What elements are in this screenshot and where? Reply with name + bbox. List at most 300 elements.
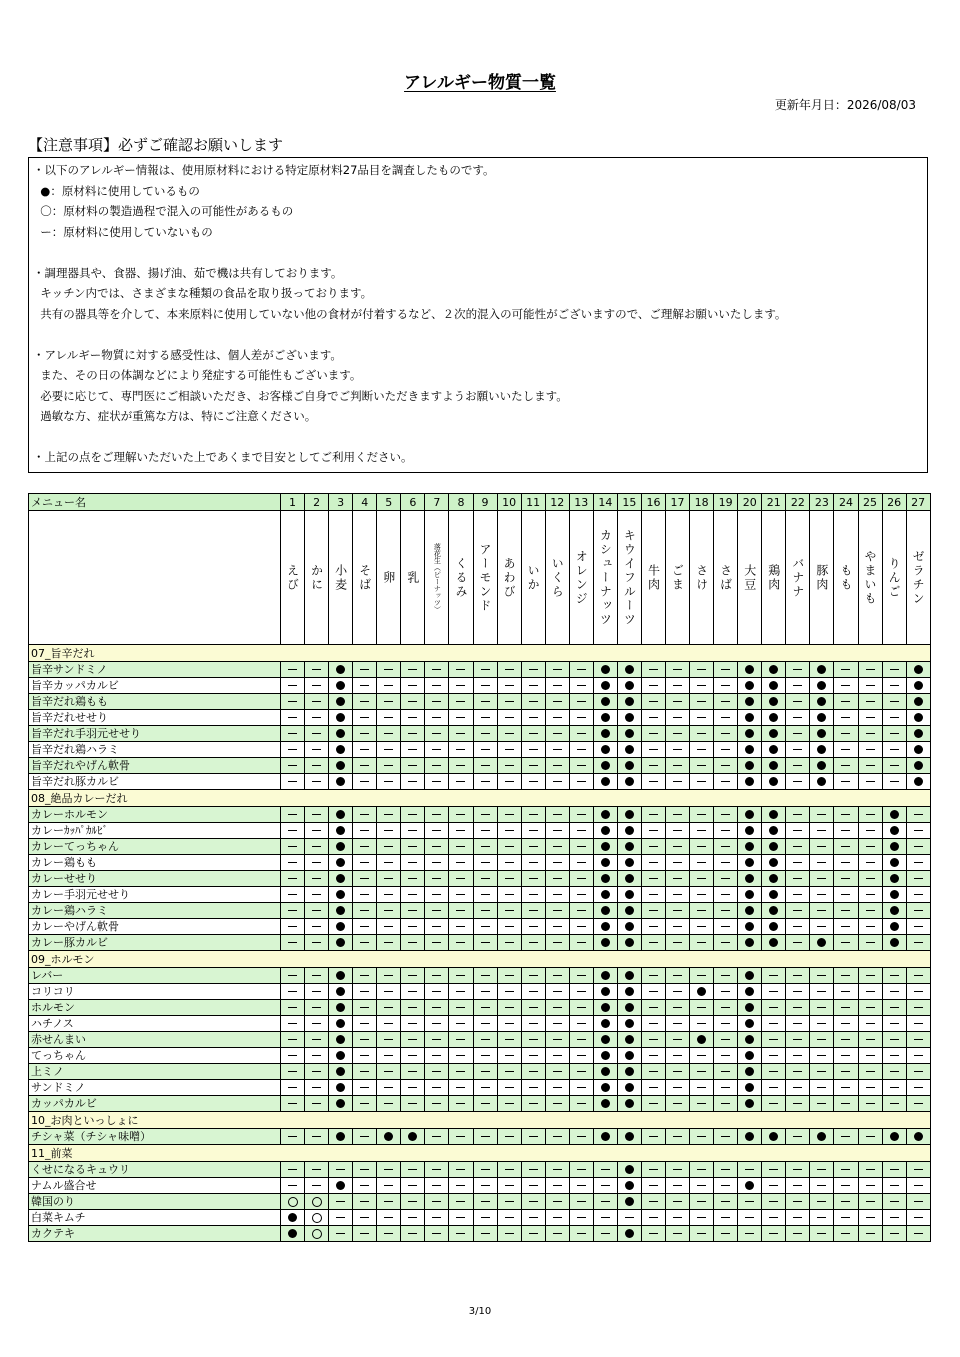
none-mark [312,765,321,766]
allergen-mark-cell [690,726,714,742]
none-mark [697,1233,706,1234]
none-mark [481,1087,490,1088]
none-mark [914,1185,923,1186]
allergen-mark-cell [690,1080,714,1096]
none-mark [577,1103,586,1104]
none-mark [505,1233,514,1234]
allergen-number: 16 [641,494,665,511]
none-mark [890,749,899,750]
used-mark [625,1051,634,1060]
none-mark [577,991,586,992]
allergen-mark-cell [906,1000,930,1016]
allergen-mark-cell [858,935,882,951]
allergen-number: 12 [545,494,569,511]
none-mark [456,1071,465,1072]
none-mark [553,1055,562,1056]
none-mark [673,1103,682,1104]
allergen-mark-cell [738,1162,762,1178]
allergen-number: 20 [738,494,762,511]
allergen-mark-cell [521,694,545,710]
none-mark [866,1087,875,1088]
none-mark [866,733,875,734]
allergen-mark-cell [810,1032,834,1048]
allergen-mark-cell [882,758,906,774]
used-mark [336,906,345,915]
used-mark [336,1067,345,1076]
none-mark [866,765,875,766]
allergen-mark-cell [329,742,353,758]
none-mark [721,701,730,702]
allergen-mark-cell [569,1080,593,1096]
menu-row [29,1000,931,1016]
allergen-mark-cell [401,935,425,951]
none-mark [288,991,297,992]
allergen-mark-cell [666,1000,690,1016]
category-name: 07_旨辛だれ [29,645,931,662]
none-mark [890,733,899,734]
none-mark [914,975,923,976]
allergen-mark-cell [473,823,497,839]
allergen-mark-cell [641,968,665,984]
allergen-mark-cell [906,1210,930,1226]
none-mark [697,717,706,718]
none-mark [529,1007,538,1008]
none-mark [721,1169,730,1170]
allergen-mark-cell [690,823,714,839]
none-mark [312,991,321,992]
used-mark [914,745,923,754]
none-mark [721,975,730,976]
allergen-mark-cell [617,1000,641,1016]
none-mark [841,991,850,992]
none-mark [721,1185,730,1186]
allergen-mark-cell [810,1178,834,1194]
used-mark [384,1132,393,1141]
none-mark [360,878,369,879]
none-mark [769,1039,778,1040]
none-mark [505,846,514,847]
allergen-number: 2 [305,494,329,511]
allergen-mark-cell [329,1096,353,1112]
allergen-mark-cell [834,855,858,871]
none-mark [312,1136,321,1137]
allergen-mark-cell [545,678,569,694]
none-mark [384,1103,393,1104]
allergen-mark-cell [377,1016,401,1032]
none-mark [432,701,441,702]
allergen-mark-cell [617,662,641,678]
none-mark [529,733,538,734]
allergen-mark-cell [353,662,377,678]
none-mark [553,781,562,782]
none-mark [721,1217,730,1218]
none-mark [841,846,850,847]
none-mark [697,830,706,831]
allergen-mark-cell [810,694,834,710]
allergen-mark-cell [377,758,401,774]
allergen-mark-cell [353,710,377,726]
none-mark [481,830,490,831]
menu-row [29,726,931,742]
allergen-mark-cell [593,807,617,823]
none-mark [288,749,297,750]
allergen-mark-cell [690,968,714,984]
allergen-mark-cell [281,919,305,935]
none-mark [769,1103,778,1104]
allergen-mark-cell [834,984,858,1000]
none-mark [456,669,465,670]
none-mark [649,765,658,766]
allergen-mark-cell [305,903,329,919]
none-mark [360,975,369,976]
allergen-mark-cell [786,1032,810,1048]
allergen-mark-cell [569,855,593,871]
none-mark [697,765,706,766]
none-mark [384,1071,393,1072]
used-mark [625,922,634,931]
allergen-mark-cell [666,1064,690,1080]
allergen-mark-cell [545,1048,569,1064]
none-mark [384,1233,393,1234]
allergen-mark-cell [281,984,305,1000]
allergen-mark-cell [617,1129,641,1145]
none-mark [456,975,465,976]
none-mark [817,1007,826,1008]
none-mark [577,1007,586,1008]
none-mark [914,1201,923,1202]
allergen-mark-cell [305,694,329,710]
allergen-mark-cell [545,1194,569,1210]
used-mark [336,777,345,786]
none-mark [288,1087,297,1088]
none-mark [288,1055,297,1056]
notice-line: 共有の器具等を介して、本来原料に使用していない他の食材が付着するなど、２次的混入の可能性がございますので、ご理解お願いいたします。 [33,306,787,321]
used-mark [745,922,754,931]
allergen-mark-cell [329,1178,353,1194]
none-mark [697,701,706,702]
used-mark [601,826,610,835]
allergen-mark-cell [593,678,617,694]
allergen-mark-cell [449,1194,473,1210]
none-mark [432,733,441,734]
none-mark [817,1103,826,1104]
allergen-mark-cell [786,823,810,839]
allergen-mark-cell [521,839,545,855]
notice-line: ・上記の点をご理解いただいた上であくまで目安としてご利用ください。 [33,450,413,464]
allergen-mark-cell [401,919,425,935]
allergen-mark-cell [449,758,473,774]
allergen-mark-cell [473,1226,497,1242]
allergen-mark-cell [593,742,617,758]
used-mark [601,938,610,947]
allergen-mark-cell [497,710,521,726]
allergen-name: アーモンド [478,542,493,613]
used-mark [601,1132,610,1141]
allergen-mark-cell [834,1226,858,1242]
allergen-name: ゼラチン [911,549,926,606]
allergen-mark-cell [401,984,425,1000]
allergen-mark-cell [353,1064,377,1080]
allergen-mark-cell [617,758,641,774]
used-mark [601,665,610,674]
used-mark [769,826,778,835]
used-mark [601,697,610,706]
allergen-mark-cell [858,839,882,855]
none-mark [890,1233,899,1234]
allergen-mark-cell [497,678,521,694]
none-mark [432,878,441,879]
allergen-mark-cell [569,1000,593,1016]
none-mark [408,814,417,815]
allergen-mark-cell [762,887,786,903]
none-mark [312,878,321,879]
allergen-mark-cell [882,887,906,903]
allergen-mark-cell [473,984,497,1000]
allergen-name: 豚肉 [814,563,829,592]
none-mark [384,991,393,992]
allergen-mark-cell [281,823,305,839]
allergen-mark-cell [329,662,353,678]
allergen-mark-cell [593,1048,617,1064]
page-number: 3/10 [468,1306,492,1317]
allergen-mark-cell [858,774,882,790]
none-mark [649,1233,658,1234]
none-mark [288,733,297,734]
none-mark [312,685,321,686]
notice-line: キッチン内では、さまざまな種類の食品を取り扱っております。 [33,286,373,300]
none-mark [577,1233,586,1234]
allergen-mark-cell [545,726,569,742]
allergen-mark-cell [786,984,810,1000]
allergen-mark-cell [810,726,834,742]
allergen-name-cell [906,511,930,645]
menu-item-name: 韓国のり [29,1194,281,1210]
allergen-mark-cell [738,1194,762,1210]
allergen-name-cell [569,511,593,645]
allergen-mark-cell [569,1162,593,1178]
used-mark [769,745,778,754]
none-mark [312,733,321,734]
allergen-mark-cell [810,1064,834,1080]
allergen-mark-cell [497,1162,521,1178]
allergen-mark-cell [425,807,449,823]
none-mark [721,1201,730,1202]
allergen-mark-cell [762,1210,786,1226]
allergen-mark-cell [906,887,930,903]
allergen-mark-cell [569,710,593,726]
none-mark [432,1185,441,1186]
allergen-mark-cell [353,1194,377,1210]
none-mark [505,926,514,927]
used-mark [601,713,610,722]
none-mark [481,1023,490,1024]
allergen-mark-cell [281,1064,305,1080]
used-mark [625,1181,634,1190]
allergen-mark-cell [521,887,545,903]
used-mark [336,874,345,883]
allergen-mark-cell [666,1226,690,1242]
allergen-mark-cell [449,726,473,742]
menu-item-name: ナムル盛合せ [29,1178,281,1194]
allergen-mark-cell [329,871,353,887]
allergen-mark-cell [714,1129,738,1145]
allergen-mark-cell [545,662,569,678]
allergen-mark-cell [449,935,473,951]
allergen-mark-cell [714,935,738,951]
none-mark [697,814,706,815]
allergen-name-cell [690,511,714,645]
used-mark [745,1181,754,1190]
used-mark [745,697,754,706]
none-mark [673,685,682,686]
allergen-mark-cell [666,1096,690,1112]
none-mark [288,669,297,670]
none-mark [529,814,538,815]
none-mark [866,1023,875,1024]
none-mark [721,926,730,927]
none-mark [673,1185,682,1186]
none-mark [481,814,490,815]
used-mark [769,874,778,883]
allergen-number: 6 [401,494,425,511]
allergen-mark-cell [714,710,738,726]
allergen-mark-cell [497,871,521,887]
none-mark [384,685,393,686]
none-mark [481,878,490,879]
allergen-mark-cell [305,807,329,823]
none-mark [360,1201,369,1202]
allergen-mark-cell [425,1000,449,1016]
allergen-mark-cell [449,903,473,919]
allergen-mark-cell [593,903,617,919]
allergen-mark-cell [425,1016,449,1032]
none-mark [817,1233,826,1234]
none-mark [649,1201,658,1202]
allergen-mark-cell [906,968,930,984]
allergen-mark-cell [473,710,497,726]
none-mark [673,975,682,976]
allergen-mark-cell [762,807,786,823]
none-mark [553,1023,562,1024]
allergen-mark-cell [641,1096,665,1112]
none-mark [288,765,297,766]
none-mark [769,991,778,992]
allergen-mark-cell [834,1048,858,1064]
used-mark [745,1099,754,1108]
allergen-mark-cell [617,1194,641,1210]
notice-line: ー：原材料に使用していないもの [33,224,213,239]
allergen-mark-cell [569,1064,593,1080]
none-mark [866,830,875,831]
none-mark [288,910,297,911]
used-mark [769,842,778,851]
none-mark [673,1023,682,1024]
allergen-mark-cell [449,1226,473,1242]
none-mark [432,1055,441,1056]
allergen-mark-cell [738,1064,762,1080]
allergen-mark-cell [449,1032,473,1048]
none-mark [649,685,658,686]
allergen-mark-cell [762,662,786,678]
allergen-mark-cell [449,694,473,710]
allergen-mark-cell [305,968,329,984]
menu-item-name: 旨辛だれ豚カルビ [29,774,281,790]
allergen-name-cell [666,511,690,645]
used-mark [336,1099,345,1108]
used-mark [769,729,778,738]
allergen-mark-cell [281,726,305,742]
allergen-mark-cell [401,1016,425,1032]
allergen-mark-cell [353,839,377,855]
allergen-mark-cell [305,1194,329,1210]
none-mark [914,830,923,831]
none-mark [553,701,562,702]
none-mark [529,717,538,718]
used-mark [601,971,610,980]
none-mark [312,975,321,976]
none-mark [529,1103,538,1104]
none-mark [553,1103,562,1104]
none-mark [360,1087,369,1088]
used-mark [817,713,826,722]
none-mark [288,701,297,702]
used-mark [601,842,610,851]
allergen-mark-cell [569,1129,593,1145]
none-mark [408,1217,417,1218]
allergen-mark-cell [569,742,593,758]
used-mark [336,922,345,931]
menu-item-name: 白菜キムチ [29,1210,281,1226]
menu-item-name: カレー鶏もも [29,855,281,871]
allergen-mark-cell [473,1000,497,1016]
none-mark [384,1007,393,1008]
menu-row [29,1096,931,1112]
none-mark [793,1136,802,1137]
allergen-mark-cell [281,871,305,887]
allergen-mark-cell [305,662,329,678]
allergen-mark-cell [690,694,714,710]
none-mark [384,749,393,750]
used-mark [817,729,826,738]
allergen-mark-cell [353,1162,377,1178]
none-mark [312,1023,321,1024]
allergen-mark-cell [882,871,906,887]
allergen-mark-cell [281,742,305,758]
allergen-mark-cell [834,1162,858,1178]
none-mark [481,1217,490,1218]
menu-item-name: 上ミノ [29,1064,281,1080]
none-mark [553,1136,562,1137]
none-mark [577,910,586,911]
used-mark [817,938,826,947]
allergen-mark-cell [810,1016,834,1032]
allergen-mark-cell [329,726,353,742]
allergen-mark-cell [401,855,425,871]
allergen-mark-cell [521,1000,545,1016]
none-mark [360,1169,369,1170]
allergen-mark-cell [353,984,377,1000]
used-mark [745,1067,754,1076]
allergen-mark-cell [858,807,882,823]
allergen-mark-cell [762,1194,786,1210]
allergen-mark-cell [786,678,810,694]
allergen-mark-cell [617,968,641,984]
allergen-mark-cell [690,710,714,726]
none-mark [673,894,682,895]
none-mark [384,846,393,847]
allergen-mark-cell [617,678,641,694]
allergen-mark-cell [449,662,473,678]
